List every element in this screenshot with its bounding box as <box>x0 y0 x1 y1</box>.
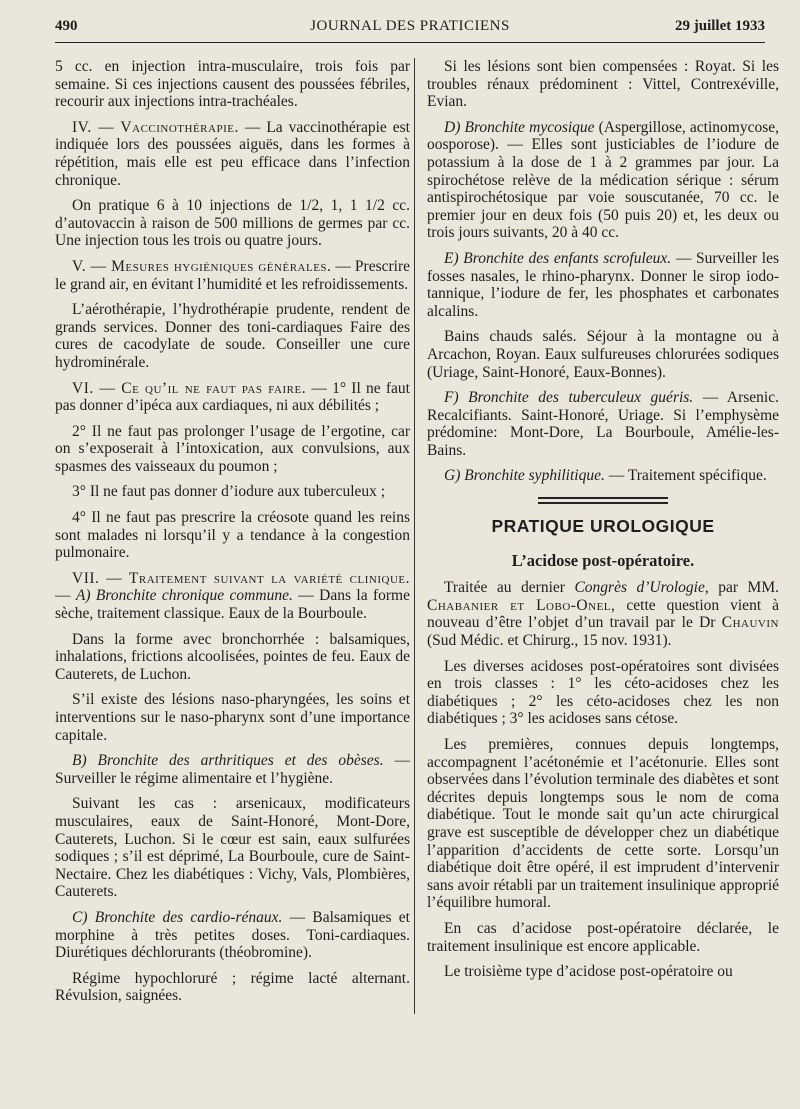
section-heading: V. — Mesures hygiéniques générales. <box>72 257 332 275</box>
subsection-label: B) Bronchite des arthritiques et des obèses. <box>72 752 384 770</box>
section-separator-rule <box>538 497 668 504</box>
author-names: Chabanier et Lobo-Onel, <box>427 596 616 614</box>
section-ce-qu-il-ne-faut-pas-faire <box>55 380 410 415</box>
column-divider <box>414 58 415 1014</box>
issue-date: 29 juillet 1933 <box>675 18 765 34</box>
subsection-text: — Arsenic. Recalcifiants. Saint-Honoré, Uriage. Si l’emphysème prédomine: Mont-Dore, La Bourboule, Amélie-les-Bains. <box>427 389 779 459</box>
text: Traitée au dernier <box>444 579 575 597</box>
subsection-d <box>427 119 779 242</box>
text: par MM. <box>708 579 779 597</box>
subsection-text: — Surveiller le régime alimentaire et l’hygiène. <box>55 752 410 787</box>
section-title: PRATIQUE UROLOGIQUE <box>491 516 715 537</box>
subsection-label: C) Bronchite des cardio-rénaux. <box>72 908 283 926</box>
section-heading: VII. — Traitement suivant la variété clinique. <box>72 569 410 587</box>
section-mesures-hygieniques <box>55 258 410 293</box>
subsection-text: — Surveiller les fosses nasales, le rhino-pharynx. Donner le sirop iodo-tannique, l’iodure de fer, les phosphates et carbonates alcalins. <box>427 249 779 320</box>
section-text: — La vaccinothérapie est indiquée lors des poussées aiguës, dans les formes à répétition, mais elle est peu efficace dans l’infection chronique. <box>55 118 410 189</box>
paragraph: 3° Il ne faut pas donner d’iodure aux tuberculeux ; <box>72 483 386 501</box>
subsection-text: (Aspergillose, actinomycose, oosporose). — Elles sont justiciables de l’iodure de potassium à la dose de 1 à 2 grammes par jour. La spirochétose relève de la médication sérique : sérum antispirochétosique par voie souscutanée, 70 cc. le premier jour en deux fois (50 puis 20) et, les deux ou trois jours suivants, 20 à 40 cc. <box>427 118 779 242</box>
subsection-b <box>55 752 410 787</box>
section-traitement-variete-clinique: VII. — Traitement suivant la variété clinique. — A) Bronchite chronique commune. — Dans la forme sèche, traitement classique. Eaux de la Bourboule. <box>55 569 410 623</box>
subsection-g <box>427 467 779 485</box>
paragraph: Le troisième type d’acidose post-opératoire ou <box>444 963 733 981</box>
journal-title: JOURNAL DES PRATICIENS <box>310 18 510 34</box>
paragraph: 2° Il ne faut pas prolonger l’usage de l’ergotine, car on s’exposerait à l’intoxication, aux convulsions, aux spasmes des vaisseaux du poumon ; <box>55 422 410 475</box>
subsection-text: — Dans la forme sèche, traitement classique. Eaux de la Bourboule. <box>55 587 410 623</box>
left-column <box>55 58 410 1013</box>
paragraph: Les diverses acidoses post-opératoires sont divisées en trois classes : 1° les céto-acidoses chez les diabétiques ; 2° les céto-acidoses chez les non diabétiques ; 3° les acidoses sans cétose. <box>427 657 779 728</box>
paragraph: 4° Il ne faut pas prescrire la créosote quand les reins sont malades ni lorsqu’il y a tendance à la congestion pulmonaire. <box>55 509 410 562</box>
author-name: Chauvin <box>721 614 779 632</box>
paragraph: Si les lésions sont bien compensées : Royat. Si les troubles rénaux prédominent : Vittel, Contrexéville, Evian. <box>427 58 779 111</box>
paragraph: En cas d’acidose post-opératoire déclarée, le traitement insulinique est encore applicable. <box>427 919 779 955</box>
subsection-label: D) Bronchite mycosique <box>444 118 595 136</box>
page-number: 490 <box>55 18 78 34</box>
paragraph: Bains chauds salés. Séjour à la montagne ou à Arcachon, Royan. Eaux sulfureuses chlorurées sodiques (Uriage, Saint-Honoré, Eaux-Bonnes). <box>427 328 779 381</box>
section-text: — 1° Il ne faut pas donner d’ipéca aux cardiaques, ni aux débilités ; <box>55 379 410 415</box>
paragraph: S’il existe des lésions naso-pharyngées, les soins et interventions sur le naso-pharynx sont d’une importance capitale. <box>55 691 410 744</box>
article-intro <box>427 579 779 649</box>
paragraph: Les premières, connues depuis longtemps, accompagnent l’acétonémie et l’acétonurie. Elles sont observées dans l’évolution terminale des diabètes et sont décrites depuis longtemps sous le nom de coma diabétique. Tout le monde sait qu’un acte chirurgical grave est susceptible de développer chez un diabétique l’apparition d’accidents de cette sorte. Lorsqu’un diabétique doit être opéré, il est imprudent d’intervenir sans avoir rétabli par un traitement insulinique approprié l’équilibre humoral. <box>427 736 779 912</box>
page-header <box>55 18 765 43</box>
subsection-label: G) Bronchite syphilitique. <box>444 467 605 485</box>
paragraph: L’aérothérapie, l’hydrothérapie prudente, rendent de grands services. Donner des toni-cardiaques Faire des cures de cacodylate de soude. Conseiller une cure hydrominérale. <box>55 301 410 371</box>
subsection-label: F) Bronchite des tuberculeux guéris. <box>444 389 694 407</box>
subsection-text: — Balsamiques et morphine à très petites doses. Toni-cardiaques. Diurétiques déchlorurants (théobromine). <box>55 908 410 962</box>
section-heading: VI. — Ce qu’il ne faut pas faire. <box>72 379 307 397</box>
subsection-label: A) Bronchite chronique commune. <box>75 587 293 605</box>
right-column <box>427 58 779 989</box>
subsection-c <box>55 909 410 962</box>
paragraph: Dans la forme avec bronchorrhée : balsamiques, inhalations, frictions alcoolisées, pointes de feu. Eaux de Cauterets, de Luchon. <box>55 630 410 683</box>
subsection-e <box>427 250 779 320</box>
article-title: L’acidose post-opératoire. <box>511 550 695 570</box>
subsection-f <box>427 389 779 459</box>
text: cette question vient à nouveau d’être l’objet d’un travail par le Dr <box>427 596 779 632</box>
subsection-text: — Traitement spécifique. <box>604 467 767 485</box>
subsection-label: E) Bronchite des enfants scrofuleux. <box>444 249 672 267</box>
section-vaccinotherapie <box>55 119 410 189</box>
paragraph: 5 cc. en injection intra-musculaire, trois fois par semaine. Si ces injections causent des poussées fébriles, recourir aux injections intra-trachéales. <box>55 58 410 111</box>
section-text: — Prescrire le grand air, en évitant l’humidité et les refroidissements. <box>55 257 410 293</box>
paragraph: On pratique 6 à 10 injections de 1/2, 1, 1 1/2 cc. d’autovaccin à raison de 500 millions de germes par cc. Une injection tous les trois ou quatre jours. <box>55 197 410 250</box>
paragraph: Suivant les cas : arsenicaux, modificateurs musculaires, eaux de Saint-Honoré, Mont-Dore, Cauterets, Luchon. Si le cœur est sain, eaux sulfurées sodiques ; s’il est déprimé, La Bourboule, cure de Saint-Nectaire. Chez les diabétiques : Vichy, Vals, Plombières, Cauterets. <box>55 795 410 901</box>
citation: (Sud Médic. et Chirurg., 15 nov. 1931). <box>427 632 672 650</box>
congress-name: Congrès d’Urologie, <box>574 579 709 597</box>
section-heading: IV. — Vaccinothérapie. <box>72 118 239 136</box>
paragraph: Régime hypochloruré ; régime lacté alternant. Révulsion, saignées. <box>55 969 410 1005</box>
